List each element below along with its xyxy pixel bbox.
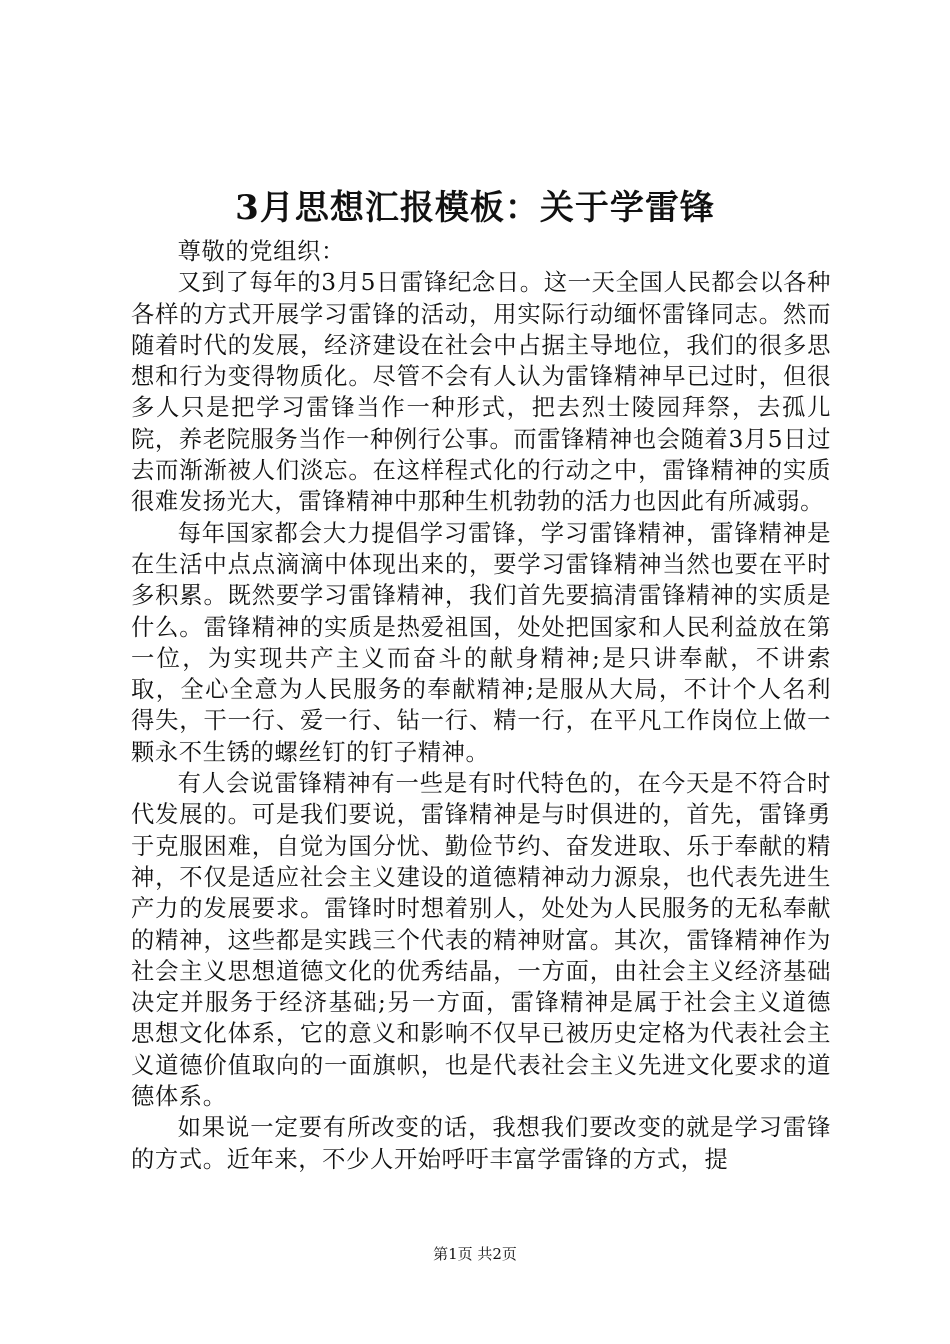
document-body (131, 236, 831, 1175)
document-title: 3月思想汇报模板：关于学雷锋 (235, 188, 715, 228)
paragraph-4: 如果说一定要有所改变的话，我想我们要改变的就是学习雷锋的方式。近年来，不少人开始呼吁丰富学雷锋的方式，提 (131, 1114, 831, 1173)
paragraph-1: 又到了每年的3月5日雷锋纪念日。这一天全国人民都会以各种各样的方式开展学习雷锋的活动，用实际行动缅怀雷锋同志。然而随着时代的发展，经济建设在社会中占据主导地位，我们的很多思想和行为变得物质化。尽管不会有人认为雷锋精神早已过时，但很多人只是把学习雷锋当作一种形式，把去烈士陵园拜祭，去孤儿院，养老院服务当作一种例行公事。而雷锋精神也会随着3月5日过去而渐渐被人们淡忘。在这样程式化的行动之中，雷锋精神的实质很难发扬光大，雷锋精神中那种生机勃勃的活力也因此有所减弱。 (131, 269, 831, 516)
salutation: 尊敬的党组织： (177, 238, 345, 265)
paragraph-2: 每年国家都会大力提倡学习雷锋，学习雷锋精神，雷锋精神是在生活中点点滴滴中体现出来的，要学习雷锋精神当然也要在平时多积累。既然要学习雷锋精神，我们首先要搞清雷锋精神的实质是什么。雷锋精神的实质是热爱祖国，处处把国家和人民利益放在第一位，为实现共产主义而奋斗的献身精神;是只讲奉献，不讲索取，全心全意为人民服务的奉献精神;是服从大局，不计个人名利得失，干一行、爱一行、钻一行、精一行，在平凡工作岗位上做一颗永不生锈的螺丝钉的钉子精神。 (131, 519, 831, 766)
page-footer: 第1页 共2页 (433, 1245, 517, 1263)
paragraph-3: 有人会说雷锋精神有一些是有时代特色的，在今天是不符合时代发展的。可是我们要说，雷锋精神是与时俱进的，首先，雷锋勇于克服困难，自觉为国分忧、勤俭节约、奋发进取、乐于奉献的精神，不仅是适应社会主义建设的道德精神动力源泉，也代表先进生产力的发展要求。雷锋时时想着别人，处处为人民服务的无私奉献的精神，这些都是实践三个代表的精神财富。其次，雷锋精神作为社会主义思想道德文化的优秀结晶，一方面，由社会主义经济基础决定并服务于经济基础;另一方面，雷锋精神是属于社会主义道德思想文化体系，它的意义和影响不仅早已被历史定格为代表社会主义道德价值取向的一面旗帜，也是代表社会主义先进文化要求的道德体系。 (131, 770, 831, 1111)
